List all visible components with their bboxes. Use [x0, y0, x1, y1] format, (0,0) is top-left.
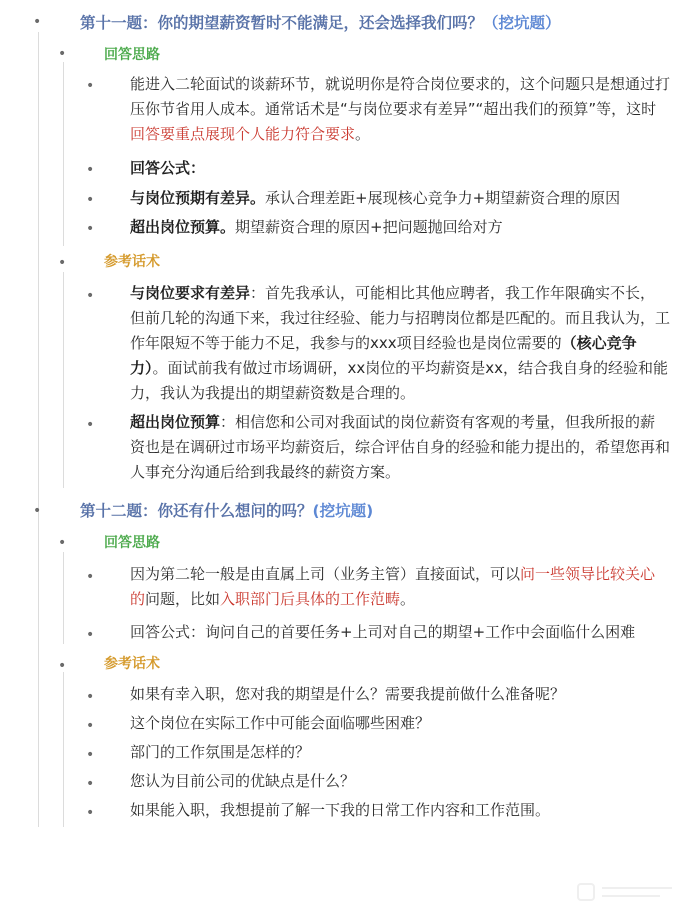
q12-approach-end: 。 — [400, 590, 416, 608]
q12-title — [80, 499, 373, 521]
bullet-q12-script-4: • — [86, 776, 95, 792]
q11-formula-2-bold: 超出岗位预算。 — [130, 218, 236, 236]
bullet-q11-formula: • — [86, 162, 95, 178]
q11-formula-label: 回答公式： — [130, 159, 206, 177]
bullet-q11-formula-2: • — [86, 221, 95, 237]
bullet-q12-script-3: • — [86, 747, 95, 763]
q11-approach-label: 回答思路 — [104, 47, 160, 63]
outline-guide-level1 — [38, 32, 39, 827]
q11-script-2-bold: 超出岗位预算 — [130, 413, 221, 431]
q11-script-1-bold2: （核心竞争力） — [130, 334, 637, 377]
q11-approach-highlight: 回答要重点展现个人能力符合要求 — [130, 125, 356, 143]
outline-guide-level2-q11-script — [63, 272, 64, 488]
bullet-q12-approach-p1: • — [86, 569, 95, 585]
q11-script-1-text: ：首先我承认，可能相比其他应聘者，我工作年限确实不长，但前几轮的沟通下来，我过往经验、能力与招聘岗位都是匹配的。而且我认为，工作年限短不等于能力不足，我参与的xxx项目经验也是岗位需要的 — [130, 284, 671, 352]
bullet-q11-script: • — [58, 255, 67, 271]
q11-script-item-1 — [130, 281, 670, 406]
outline-guide-level2-q12-script — [63, 672, 64, 827]
q12-title-text: 第十二题：你还有什么想问的吗？ — [80, 502, 313, 520]
q12-script-item-3: 部门的工作氛围是怎样的？ — [130, 743, 311, 761]
q11-approach-paragraph — [130, 72, 670, 147]
bullet-q12-script: • — [58, 658, 67, 674]
q11-script-item-2 — [130, 410, 670, 485]
q11-formula-2-text: 期望薪资合理的原因+把问题抛回给对方 — [235, 218, 503, 236]
bullet-q11-approach: • — [58, 46, 67, 62]
q11-approach-text: 能进入二轮面试的谈薪环节，就说明你是符合岗位要求的，这个问题只是想通过打压你节省用人成本。通常话术是“与岗位要求有差异”“超出我们的预算”等，这时 — [130, 75, 671, 118]
q11-formula-1-text: 承认合理差距+展现核心竞争力+期望薪资合理的原因 — [265, 189, 621, 207]
q12-script-item-5: 如果能入职，我想提前了解一下我的日常工作内容和工作范围。 — [130, 801, 551, 819]
outline-guide-level2-q11-approach — [63, 62, 64, 246]
q11-approach-end: 。 — [355, 125, 371, 143]
q12-approach-highlight-1: 问一些领导比较关心的 — [130, 565, 656, 608]
q12-script-label: 参考话术 — [104, 656, 160, 672]
q11-script-label: 参考话术 — [104, 254, 160, 270]
q11-formula-item-2 — [130, 215, 670, 240]
q12-approach-paragraph — [130, 562, 670, 612]
q12-script-item-1: 如果有幸入职，您对我的期望是什么？需要我提前做什么准备呢？ — [130, 685, 566, 703]
bullet-q11-formula-1: • — [86, 192, 95, 208]
q12-approach-highlight-2: 入职部门后具体的工作范畴 — [220, 590, 401, 608]
bullet-q11-script-1: • — [86, 288, 95, 304]
bullet-q11: • — [33, 14, 42, 30]
q12-script-item-4: 您认为目前公司的优缺点是什么？ — [130, 772, 356, 790]
bullet-q12-script-1: • — [86, 689, 95, 705]
q12-approach-label: 回答思路 — [104, 535, 160, 551]
bullet-q11-approach-p1: • — [86, 78, 95, 94]
bullet-q12-approach: • — [58, 535, 67, 551]
q11-formula-1-bold: 与岗位预期有差异。 — [130, 189, 266, 207]
q11-tag: （挖坑题） — [483, 14, 561, 32]
bullet-q12-script-2: • — [86, 718, 95, 734]
q11-formula-item-1 — [130, 186, 670, 211]
q11-script-2-text: ：相信您和公司对我面试的岗位薪资有客观的考量，但我所报的薪资也是在调研过市场平均薪资后，综合评估自身的经验和能力提出的，希望您再和人事充分沟通后给到我最终的薪资方案。 — [130, 413, 671, 481]
q11-title-text: 第十一题：你的期望薪资暂时不能满足，还会选择我们吗？ — [80, 14, 484, 32]
q12-approach-formula: 回答公式：询问自己的首要任务+上司对自己的期望+工作中会面临什么困难 — [130, 623, 636, 641]
q11-script-1-bold: 与岗位要求有差异 — [130, 284, 251, 302]
bullet-q12-script-5: • — [86, 805, 95, 821]
q12-approach-mid: 问题，比如 — [145, 590, 221, 608]
q12-approach-text: 因为第二轮一般是由直属上司（业务主管）直接面试，可以 — [130, 565, 521, 583]
q11-title — [80, 11, 561, 33]
bullet-q12-approach-p2: • — [86, 627, 95, 643]
bullet-q12: • — [33, 503, 42, 519]
q11-script-1-text2: 。面试前我有做过市场调研，xx岗位的平均薪资是xx，结合我自身的经验和能力，我认为我提出的期望薪资数是合理的。 — [130, 359, 669, 402]
q12-tag: (挖坑题) — [312, 502, 374, 520]
bullet-q11-script-2: • — [86, 417, 95, 433]
q12-script-item-2: 这个岗位在实际工作中可能会面临哪些困难？ — [130, 714, 431, 732]
watermark-logo — [576, 880, 680, 906]
outline-guide-level2-q12-approach — [63, 552, 64, 644]
